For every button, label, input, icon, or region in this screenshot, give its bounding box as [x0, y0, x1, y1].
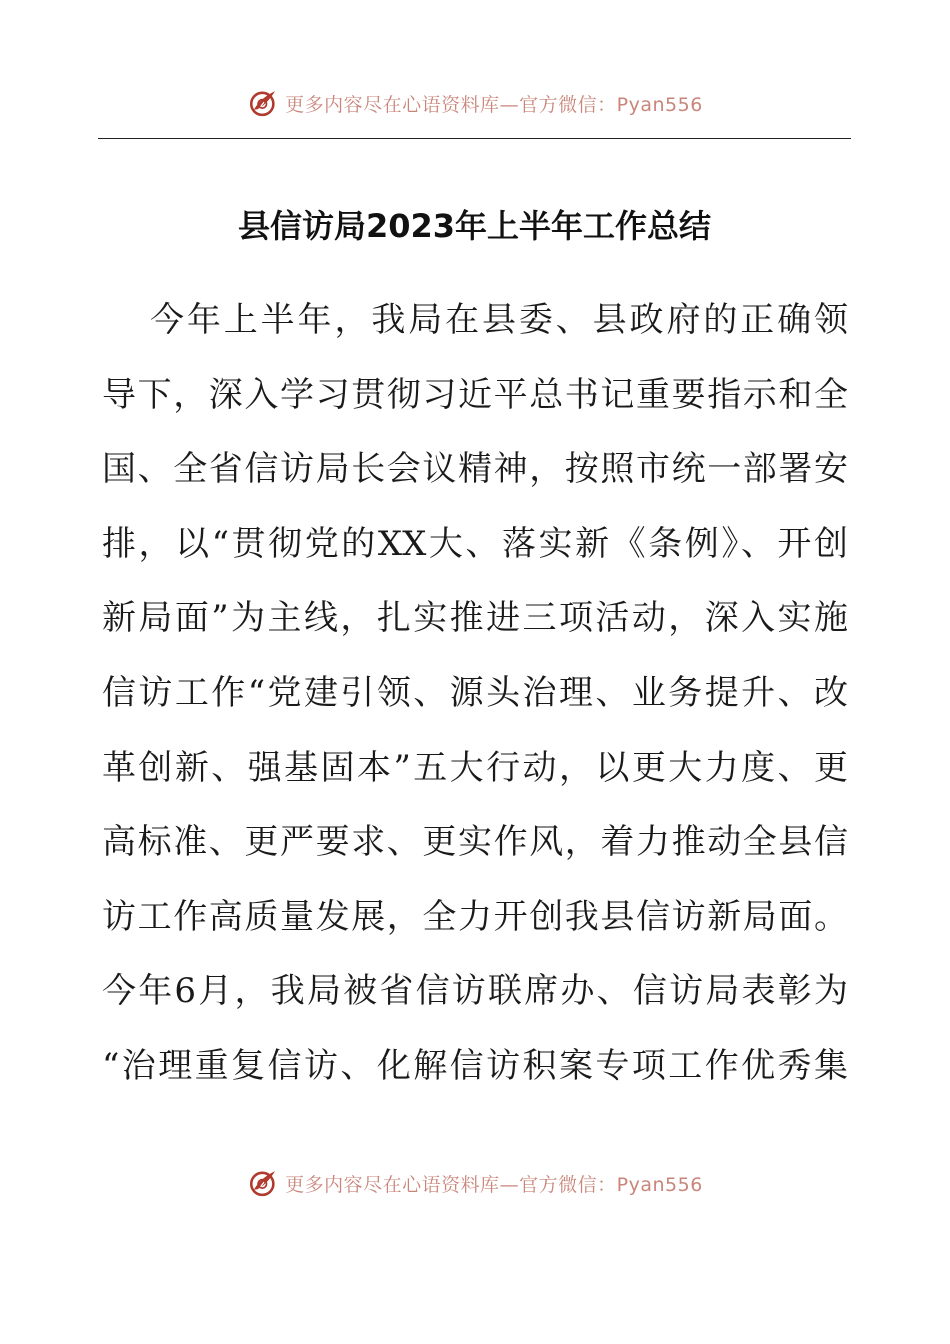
header-watermark — [0, 83, 950, 123]
header-rule — [98, 138, 851, 139]
body-line: 新局面”为主线，扎实推进三项活动，深入实施 — [102, 598, 848, 639]
body-line: 导下，深入学习贯彻习近平总书记重要指示和全 — [102, 374, 848, 415]
body-line: 排，以“贯彻党的XX大、落实新《条例》、开创 — [102, 523, 848, 564]
body-line: 今年6月，我局被省信访联席办、信访局表彰为 — [102, 971, 848, 1012]
body-line: 高标准、更严要求、更实作风，着力推动全县信 — [102, 822, 848, 863]
body-line: 今年上半年，我局在县委、县政府的正确领 — [150, 300, 848, 340]
document-body — [102, 292, 848, 1113]
body-line: “治理重复信访、化解信访积案专项工作优秀集 — [102, 1045, 848, 1086]
watermark-text: 更多内容尽在心语资料库—官方微信： — [285, 1173, 617, 1196]
body-line: 访工作高质量发展，全力开创我县信访新局面。 — [102, 896, 848, 937]
document-title: 县信访局2023年上半年工作总结 — [237, 207, 712, 245]
watermark-text: 更多内容尽在心语资料库—官方微信： — [285, 93, 617, 116]
body-line: 国、全省信访局长会议精神，按照市统一部署安 — [102, 449, 848, 490]
body-line: 革创新、强基固本”五大行动，以更大力度、更 — [102, 747, 848, 788]
quill-swirl-logo-icon — [247, 86, 281, 120]
watermark-wechat-id: Pyan556 — [616, 1173, 703, 1196]
watermark-wechat-id: Pyan556 — [616, 93, 703, 116]
body-line: 信访工作“党建引领、源头治理、业务提升、改 — [102, 672, 848, 713]
quill-swirl-logo-icon — [247, 1166, 281, 1200]
footer-watermark — [0, 1163, 950, 1203]
